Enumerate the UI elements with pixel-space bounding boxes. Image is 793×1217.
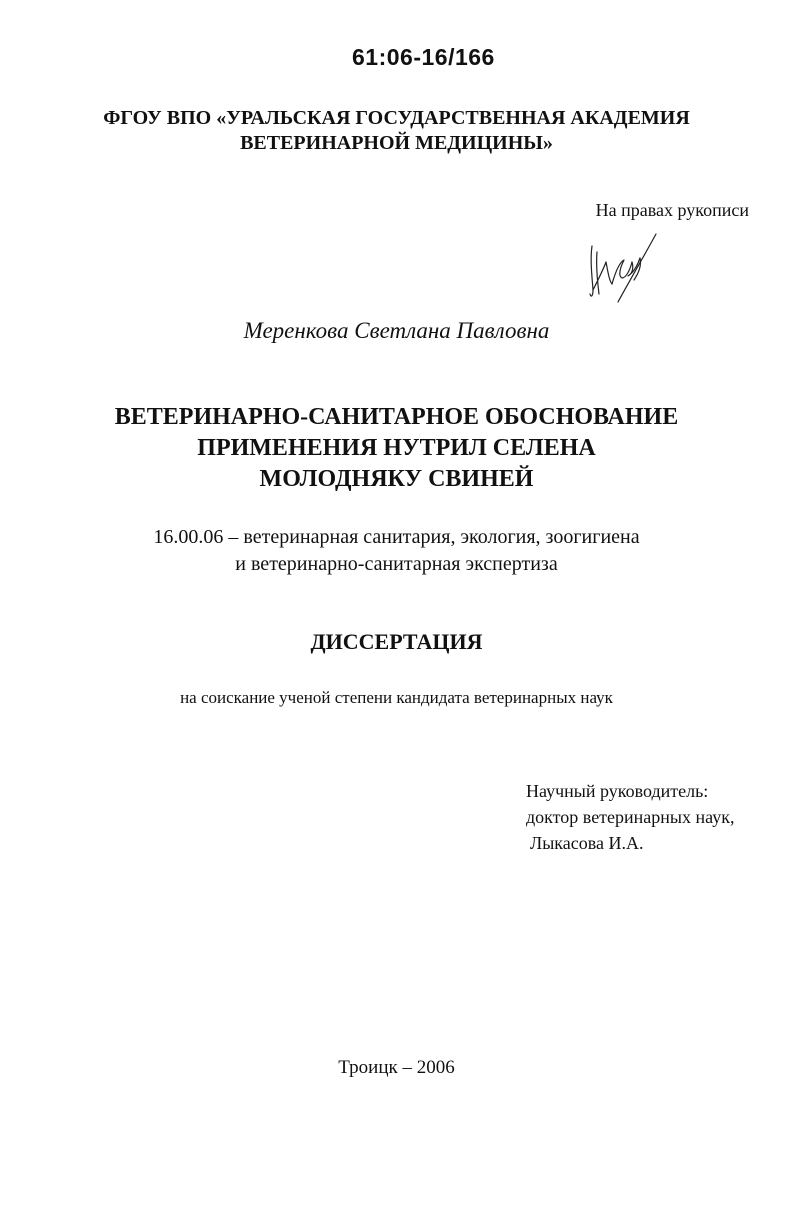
- specialty-code: [0, 524, 793, 578]
- specialty-line-1: 16.00.06 – ветеринарная санитария, экология, зоогигиена: [153, 526, 640, 548]
- author-name: Меренкова Светлана Павловна: [243, 318, 550, 343]
- supervisor-name: Лыкасова И.А.: [530, 833, 644, 853]
- rights-note: На правах рукописи: [595, 200, 749, 220]
- institution-line-2: ВЕТЕРИНАРНОЙ МЕДИЦИНЫ»: [240, 132, 553, 154]
- supervisor-degree: доктор ветеринарных наук,: [526, 807, 735, 827]
- thesis-title-line-2: ПРИМЕНЕНИЯ НУТРИЛ СЕЛЕНА: [197, 435, 596, 461]
- supervisor-label: Научный руководитель:: [526, 781, 709, 801]
- institution-name: [0, 106, 793, 156]
- institution-line-1: ФГОУ ВПО «УРАЛЬСКАЯ ГОСУДАРСТВЕННАЯ АКАДЕМИЯ: [103, 107, 690, 129]
- supervisor-block: [526, 778, 734, 856]
- handwritten-signature: [578, 232, 658, 304]
- specialty-line-2: и ветеринарно-санитарная экспертиза: [235, 553, 558, 575]
- degree-line: на соискание ученой степени кандидата ветеринарных наук: [180, 688, 613, 707]
- thesis-title-line-1: ВЕТЕРИНАРНО-САНИТАРНОЕ ОБОСНОВАНИЕ: [114, 404, 679, 430]
- thesis-title: [0, 402, 793, 495]
- thesis-title-line-3: МОЛОДНЯКУ СВИНЕЙ: [259, 466, 534, 492]
- catalog-number: 61:06-16/166: [352, 44, 495, 70]
- place-year: Троицк – 2006: [338, 1057, 455, 1078]
- document-type: ДИССЕРТАЦИЯ: [310, 629, 483, 654]
